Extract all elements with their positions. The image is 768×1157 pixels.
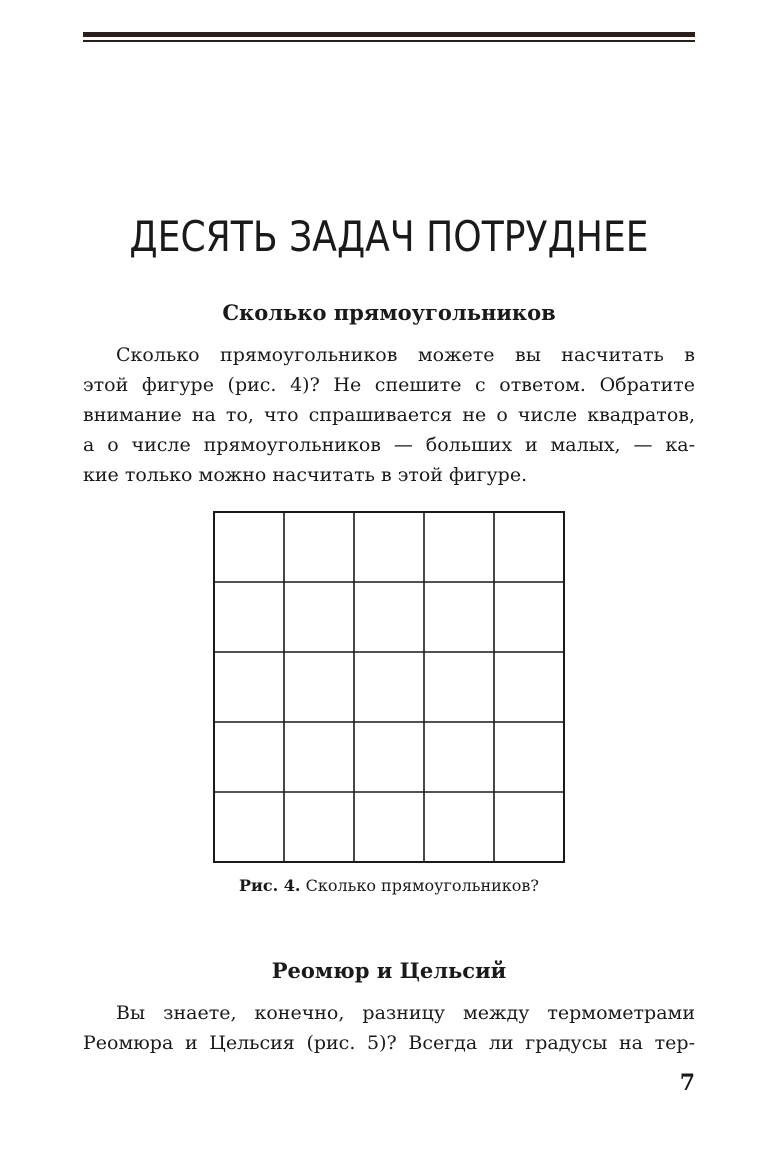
grid-frame [214, 512, 564, 862]
top-rule-thin [83, 40, 695, 42]
paragraph-line: Реомюра и Цельсия (рис. 5)? Всегда ли градусы на тер- [83, 1032, 695, 1054]
paragraph-reaumur [83, 998, 695, 1058]
grid-svg [213, 511, 565, 863]
paragraph-line: внимание на то, что спрашивается не о числе квадратов, [83, 404, 695, 426]
caption-label: Рис. 4. [239, 876, 301, 895]
figure-grid [213, 511, 565, 863]
paragraph-line: Сколько прямоугольников можете вы насчитать в [116, 344, 695, 366]
paragraph-rectangles [83, 340, 695, 490]
figure-caption [83, 876, 695, 895]
paragraph-line: кие только можно насчитать в этой фигуре. [83, 464, 528, 486]
page-number: 7 [679, 1070, 695, 1096]
paragraph-line: Вы знаете, конечно, разницу между термометрами [116, 1002, 695, 1024]
top-rule-thick [83, 32, 695, 37]
caption-text: Сколько прямоугольников? [300, 876, 539, 895]
section-heading-rectangles: Сколько прямоугольников [222, 300, 556, 325]
section-heading-reaumur: Реомюр и Цельсий [271, 958, 507, 983]
chapter-title: ДЕСЯТЬ ЗАДАЧ ПОТРУДНЕЕ [129, 212, 649, 261]
paragraph-line: а о числе прямоугольников — больших и малых, — ка- [83, 434, 695, 456]
paragraph-line: этой фигуре (рис. 4)? Не спешите с ответом. Обратите [83, 374, 695, 396]
